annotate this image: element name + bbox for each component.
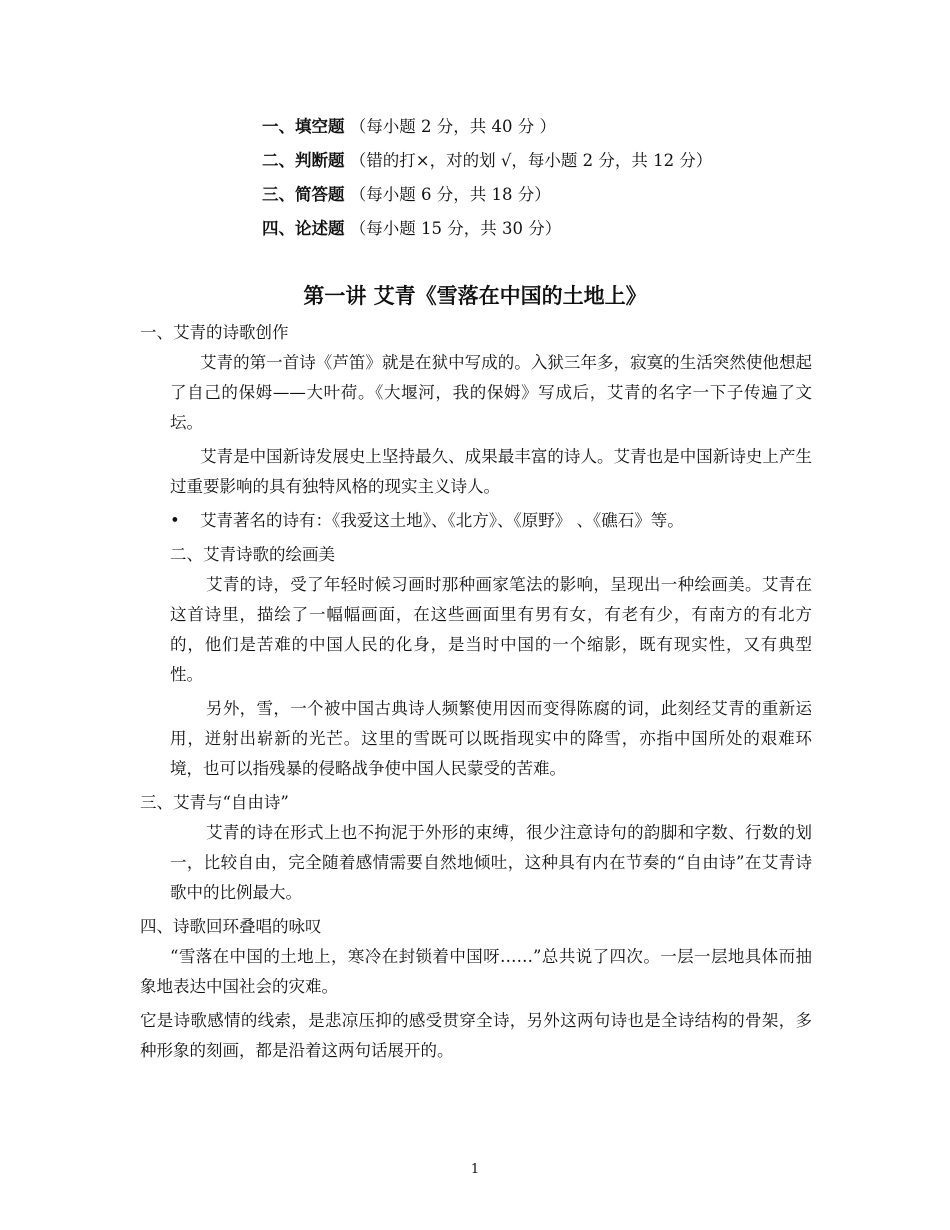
exam-structure-list xyxy=(262,110,822,246)
exam-item-label: 三、简答题 xyxy=(262,185,345,204)
lecture-title: 第一讲 艾青《雪落在中国的土地上》 xyxy=(303,284,647,308)
exam-item-essay xyxy=(262,212,822,246)
paragraph: 艾青的诗，受了年轻时候习画时那种画家笔法的影响，呈现出一种绘画美。艾青在这首诗里，描绘了一幅幅画面，在这些画面里有男有女，有老有少，有南方的有北方的，他们是苦难的中国人民的化身，是当时中国的一个缩影，既有现实性，又有典型性。 xyxy=(170,575,812,684)
section-heading-poetry-creation: 一、艾青的诗歌创作 xyxy=(140,323,289,342)
paragraph: 它是诗歌感情的线索，是悲凉压抑的感受贯穿全诗，另外这两句诗也是全诗结构的骨架，多种形象的刻画，都是沿着这两句话展开的。 xyxy=(140,1011,812,1060)
exam-item-detail: （错的打×，对的划 √，每小题 2 分，共 12 分） xyxy=(349,151,713,170)
exam-item-detail: （每小题 6 分，共 18 分） xyxy=(349,185,551,204)
paragraph: 艾青是中国新诗发展史上坚持最久、成果最丰富的诗人。艾青也是中国新诗史上产生过重要影响的具有独特风格的现实主义诗人。 xyxy=(170,447,812,496)
exam-item-detail: （每小题 2 分，共 40 分 ） xyxy=(349,117,556,136)
exam-item-label: 二、判断题 xyxy=(262,151,345,170)
paragraph: “雪落在中国的土地上，寒冷在封锁着中国呀……”总共说了四次。一层一层地具体而抽象地表达中国社会的灾难。 xyxy=(140,947,812,996)
section-heading-refrain: 四、诗歌回环叠唱的咏叹 xyxy=(140,917,322,936)
exam-item-fill-blank xyxy=(262,110,822,144)
section-heading-painting-beauty: 二、艾青诗歌的绘画美 xyxy=(170,545,335,564)
paragraph: 艾青的诗在形式上也不拘泥于外形的束缚，很少注意诗句的韵脚和字数、行数的划一，比较自由，完全随着感情需要自然地倾吐，这种具有内在节奏的“自由诗”在艾青诗歌中的比例最大。 xyxy=(170,823,812,902)
exam-item-label: 一、填空题 xyxy=(262,117,345,136)
section-heading-free-verse: 三、艾青与“自由诗” xyxy=(140,793,289,812)
lecture-content xyxy=(140,318,812,1070)
bullet-text: 艾青著名的诗有：《我爱这土地》、《北方》、《原野》 、《礁石》等。 xyxy=(200,511,684,530)
exam-item-detail: （每小题 15 分，共 30 分） xyxy=(349,219,562,238)
exam-item-label: 四、论述题 xyxy=(262,219,345,238)
page-number: 1 xyxy=(470,1162,480,1177)
paragraph: 艾青的第一首诗《芦笛》就是在狱中写成的。入狱三年多，寂寞的生活突然使他想起了自己的保姆——大叶荷。《大堰河，我的保姆》写成后，艾青的名字一下子传遍了文坛。 xyxy=(170,353,812,432)
bullet-item-famous-poems xyxy=(170,506,812,540)
bullet-icon: • xyxy=(170,511,180,530)
paragraph: 另外，雪，一个被中国古典诗人频繁使用因而变得陈腐的词，此刻经艾青的重新运用，迸射出崭新的光芒。这里的雪既可以既指现实中的降雪，亦指中国所处的艰难环境，也可以指残暴的侵略战争使中国人民蒙受的苦难。 xyxy=(170,699,812,778)
exam-item-true-false xyxy=(262,144,822,178)
exam-item-short-answer xyxy=(262,178,822,212)
